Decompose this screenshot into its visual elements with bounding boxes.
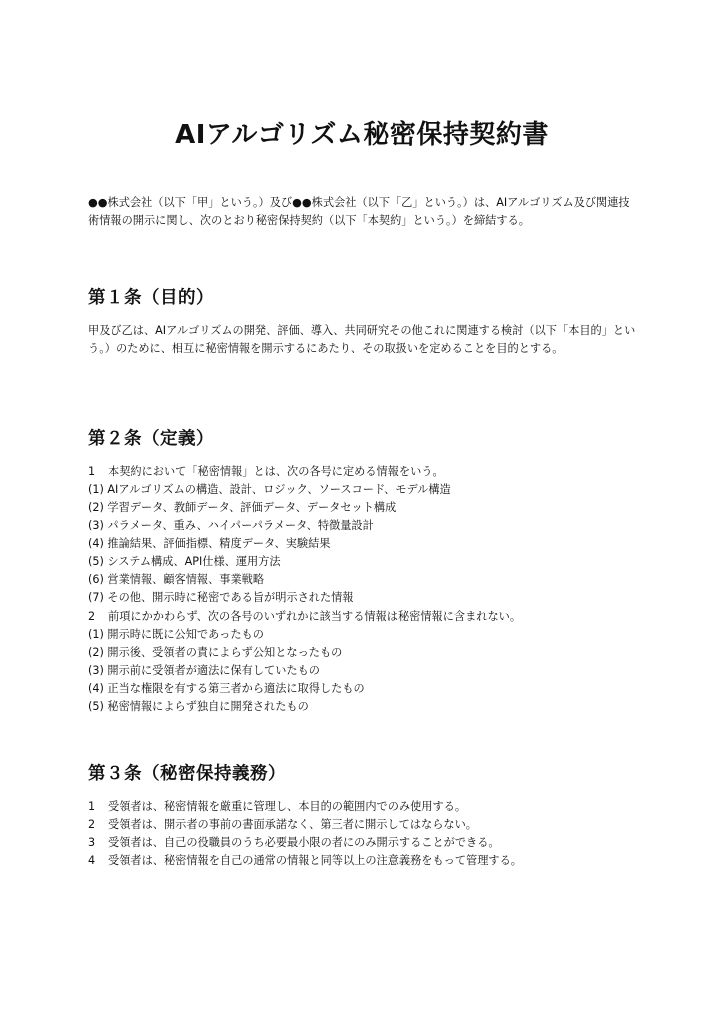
list-item: (2) 学習データ、教師データ、評価データ、データセット構成 bbox=[88, 501, 397, 514]
article-2-clause-1-items bbox=[88, 481, 648, 607]
article-3-items bbox=[88, 798, 648, 870]
clause-text: 受領者は、自己の役職員のうち必要最小限の者にのみ開示することができる。 bbox=[108, 836, 500, 849]
clause-text: 前項にかかわらず、次の各号のいずれかに該当する情報は秘密情報に含まれない。 bbox=[108, 610, 522, 623]
list-item: (4) 正当な権限を有する第三者から適法に取得したもの bbox=[88, 682, 365, 695]
article-2-clause-2 bbox=[88, 608, 638, 626]
clause-number: 4 bbox=[88, 854, 96, 867]
list-item: (6) 営業情報、顧客情報、事業戦略 bbox=[88, 573, 265, 586]
list-item: (5) 秘密情報によらず独自に開発されたもの bbox=[88, 700, 309, 713]
list-item bbox=[88, 798, 648, 816]
article-3-heading: 第３条（秘密保持義務） bbox=[88, 764, 286, 784]
clause-number: 3 bbox=[88, 836, 96, 849]
article-2-clause-1 bbox=[88, 463, 638, 481]
clause-text: 受領者は、秘密情報を自己の通常の情報と同等以上の注意義務をもって管理する。 bbox=[108, 854, 522, 867]
article-2-clause-2-items bbox=[88, 626, 648, 716]
list-item bbox=[88, 834, 648, 852]
clause-text: 受領者は、開示者の事前の書面承諾なく、第三者に開示してはならない。 bbox=[108, 818, 477, 831]
list-item bbox=[88, 816, 648, 834]
article-1-heading: 第１条（目的） bbox=[88, 288, 214, 308]
list-item: (4) 推論結果、評価指標、精度データ、実験結果 bbox=[88, 537, 331, 550]
clause-number: 2 bbox=[88, 818, 96, 831]
list-item: (3) 開示前に受領者が適法に保有していたもの bbox=[88, 664, 320, 677]
clause-number: 1 bbox=[88, 800, 96, 813]
list-item: (2) 開示後、受領者の責によらず公知となったもの bbox=[88, 646, 343, 659]
clause-text: 受領者は、秘密情報を厳重に管理し、本目的の範囲内でのみ使用する。 bbox=[108, 800, 467, 813]
list-item bbox=[88, 852, 648, 870]
article-2-heading: 第２条（定義） bbox=[88, 429, 214, 449]
list-item: (7) その他、開示時に秘密である旨が明示された情報 bbox=[88, 591, 354, 604]
list-item: (1) 開示時に既に公知であったもの bbox=[88, 628, 264, 641]
clause-number: 1 bbox=[88, 465, 96, 478]
list-item: (1) AIアルゴリズムの構造、設計、ロジック、ソースコード、モデル構造 bbox=[88, 483, 451, 496]
clause-number: 2 bbox=[88, 610, 96, 623]
list-item: (5) システム構成、API仕様、運用方法 bbox=[88, 555, 281, 568]
article-1-body: 甲及び乙は、AIアルゴリズムの開発、評価、導入、共同研究その他これに関連する検討（以下「本目的」という。）のために、相互に秘密情報を開示するにあたり、その取扱いを定めることを目的とする。 bbox=[88, 324, 636, 355]
document-title: AIアルゴリズム秘密保持契約書 bbox=[175, 120, 549, 150]
list-item: (3) パラメータ、重み、ハイパーパラメータ、特徴量設計 bbox=[88, 519, 374, 532]
intro-paragraph: ●●株式会社（以下「甲」という。）及び●●株式会社（以下「乙」という。）は、AIアルゴリズム及び関連技術情報の開示に関し、次のとおり秘密保持契約（以下「本契約」という。）を締結する。 bbox=[88, 196, 630, 227]
clause-text: 本契約において「秘密情報」とは、次の各号に定める情報をいう。 bbox=[108, 465, 444, 478]
